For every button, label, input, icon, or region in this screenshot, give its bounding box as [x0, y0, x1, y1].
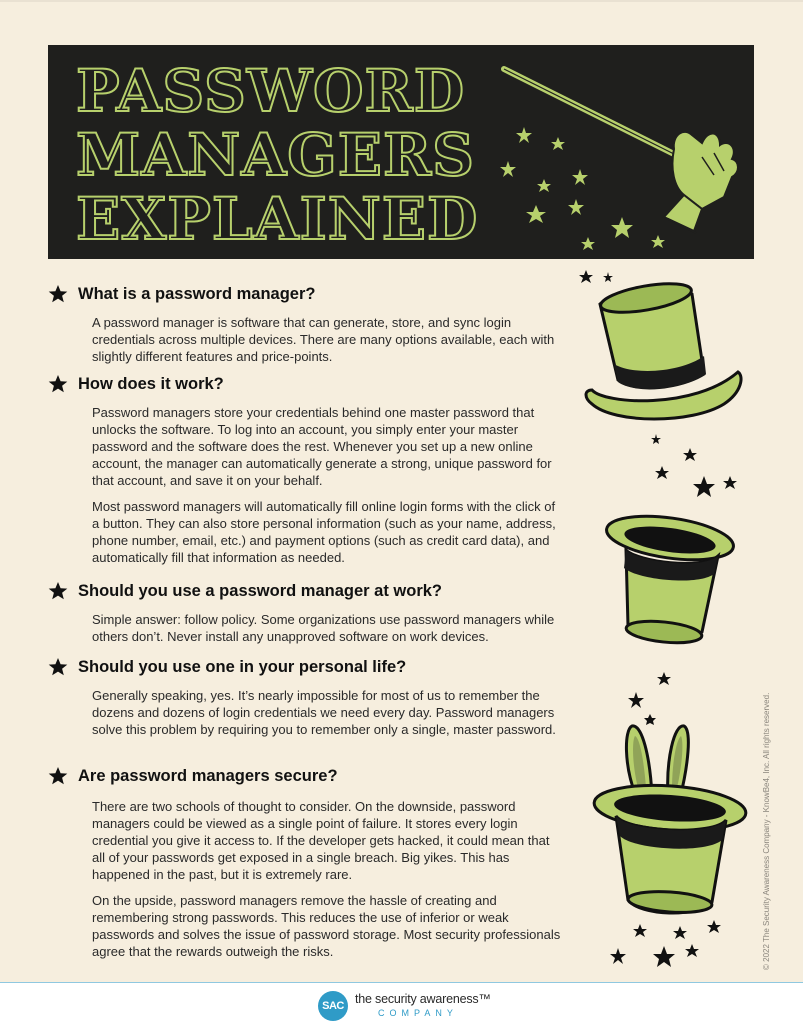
section-paragraph: Generally speaking, yes. It’s nearly impossible for most of us to remember the dozens and dozens of login credentials we need every day. Password managers solve this problem by requiring you to remember only a single, master password.: [92, 688, 556, 737]
magic-wand-icon: [488, 57, 748, 257]
top-hat-icon: [598, 508, 748, 648]
section-paragraph: Simple answer: follow policy. Some organizations use password managers while others don’t. Never install any unapproved software on work devices.: [92, 612, 555, 644]
star-bullet-icon: [48, 581, 68, 601]
title-line-3: EXPLAINED: [76, 185, 479, 253]
star-bullet-icon: [48, 766, 68, 786]
section-paragraph: Password managers store your credentials behind one master password that unlocks the software. To log into an account, you simply enter your master password and the software does the rest. Whenever you set up a new online account, the manager can automatically generate a strong, unique password for that account, and save it on your behalf.: [92, 405, 552, 488]
company-name: the security awareness™: [355, 992, 491, 1006]
section-paragraph: Most password managers will automatically fill online login forms with the click of a button. They can also store personal information (such as your name, address, phone number, email, etc.) and payment options (such as credit card data), and automatically fill that information as needed.: [92, 499, 556, 565]
footer: [0, 983, 803, 1033]
white-glove-icon: [664, 132, 738, 233]
page-title: [76, 59, 478, 251]
star-bullet-icon: [48, 374, 68, 394]
title-line-1: PASSWORD: [76, 57, 466, 125]
star-bullet-icon: [48, 657, 68, 677]
sparkle-star-icon: [579, 270, 613, 283]
copyright-notice: © 2022 The Security Awareness Company - KnowBe4, Inc. All rights reserved.: [762, 692, 771, 970]
section-paragraph: A password manager is software that can generate, store, and sync login credentials across multiple devices. There are many options available, each with slightly different features and price-points.: [92, 315, 555, 364]
star-bullet-icon: [48, 284, 68, 304]
top-hat-icon: [574, 264, 754, 434]
title-line-2: MANAGERS: [76, 121, 476, 189]
section-heading: Should you use a password manager at work?: [48, 581, 442, 601]
company-subtitle: COMPANY: [378, 1008, 458, 1018]
top-hat-icon: [588, 716, 758, 926]
sac-logo-icon: SAC: [318, 991, 348, 1021]
sparkle-star-icon: [606, 918, 736, 978]
section-paragraph: There are two schools of thought to consider. On the downside, password managers could be viewed as a single point of failure. It stores every login credential you give it access to. If the developer gets hacked, it could mean that all of your passwords get exposed in a single breach. Big yikes. This has happened in the past, but it is extremely rare.: [92, 799, 550, 882]
sparkle-star-icon: [640, 430, 750, 510]
section-heading: Should you use one in your personal life?: [48, 657, 406, 677]
sparkle-star-icon: [500, 127, 665, 250]
section-paragraph: On the upside, password managers remove the hassle of creating and remembering strong passwords. This reduces the use of inferior or weak passwords and solves the issue of password storage. Most security professionals agree that the rewards outweigh the risks.: [92, 893, 561, 959]
section-heading: Are password managers secure?: [48, 766, 338, 786]
section-heading: How does it work?: [48, 374, 224, 394]
section-heading: What is a password manager?: [48, 284, 315, 304]
page-top-edge: [0, 0, 803, 2]
title-banner: [48, 45, 754, 259]
